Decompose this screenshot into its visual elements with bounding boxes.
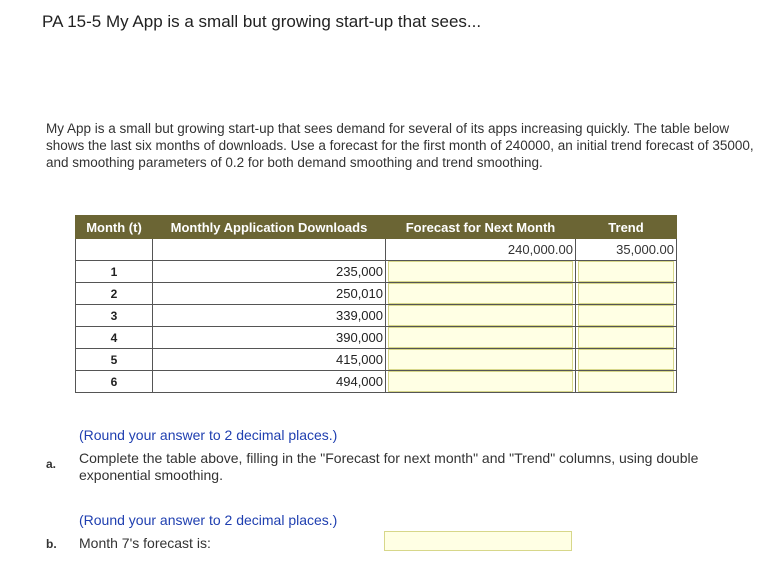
- header-downloads: Monthly Application Downloads: [153, 216, 386, 239]
- trend-input-month-2[interactable]: [578, 283, 674, 304]
- forecast-input-cell: [386, 349, 576, 371]
- forecast-input-cell: [386, 305, 576, 327]
- forecast-table: [75, 215, 677, 393]
- page-title: PA 15-5 My App is a small but growing start-up that sees...: [42, 12, 482, 31]
- cell-downloads: 235,000: [153, 261, 386, 283]
- trend-input-month-3[interactable]: [578, 305, 674, 326]
- cell-downloads: 339,000: [153, 305, 386, 327]
- initial-forecast: 240,000.00: [386, 239, 576, 261]
- question-b-hint: (Round your answer to 2 decimal places.): [79, 512, 338, 528]
- header-forecast: Forecast for Next Month: [386, 216, 576, 239]
- trend-input-month-6[interactable]: [578, 371, 674, 392]
- trend-input-cell: [576, 349, 677, 371]
- table-row-initial: [76, 239, 677, 261]
- cell-downloads: 390,000: [153, 327, 386, 349]
- cell-downloads-empty: [153, 239, 386, 261]
- cell-month: 2: [76, 283, 153, 305]
- forecast-input-month-5[interactable]: [388, 349, 573, 370]
- cell-downloads: 494,000: [153, 371, 386, 393]
- table-row: [76, 283, 677, 305]
- table-row: [76, 349, 677, 371]
- table-row: [76, 305, 677, 327]
- cell-month: 1: [76, 261, 153, 283]
- trend-input-month-1[interactable]: [578, 261, 674, 282]
- trend-input-cell: [576, 283, 677, 305]
- forecast-input-month-3[interactable]: [388, 305, 573, 326]
- question-a-hint: (Round your answer to 2 decimal places.): [79, 427, 338, 443]
- cell-month: 6: [76, 371, 153, 393]
- cell-month: 3: [76, 305, 153, 327]
- initial-trend: 35,000.00: [576, 239, 677, 261]
- trend-input-cell: [576, 305, 677, 327]
- forecast-input-cell: [386, 371, 576, 393]
- table-row: [76, 371, 677, 393]
- trend-input-cell: [576, 261, 677, 283]
- cell-month: 4: [76, 327, 153, 349]
- header-month: Month (t): [76, 216, 153, 239]
- question-b-letter: b.: [46, 537, 57, 551]
- trend-input-cell: [576, 371, 677, 393]
- table-row: [76, 261, 677, 283]
- header-trend: Trend: [576, 216, 677, 239]
- forecast-input-cell: [386, 261, 576, 283]
- table-row: [76, 327, 677, 349]
- problem-description: My App is a small but growing start-up that sees demand for several of its apps increasing quickly. The table below shows the last six months of downloads. Use a forecast for the first month of 240000, an initial trend forecast of 35000, and smoothing parameters of 0.2 for both demand smoothing and trend smoothing.: [46, 121, 754, 170]
- forecast-input-month-1[interactable]: [388, 261, 573, 282]
- cell-month: 5: [76, 349, 153, 371]
- table-header-row: [76, 216, 677, 239]
- forecast-input-month-2[interactable]: [388, 283, 573, 304]
- forecast-input-cell: [386, 283, 576, 305]
- forecast-input-month-4[interactable]: [388, 327, 573, 348]
- forecast-input-cell: [386, 327, 576, 349]
- cell-downloads: 250,010: [153, 283, 386, 305]
- trend-input-month-4[interactable]: [578, 327, 674, 348]
- month-7-forecast-input[interactable]: [384, 531, 572, 551]
- cell-downloads: 415,000: [153, 349, 386, 371]
- cell-month-empty: [76, 239, 153, 261]
- question-a-text: Complete the table above, filling in the "Forecast for next month" and "Trend" columns, using double exponential smoothing.: [79, 450, 699, 483]
- trend-input-cell: [576, 327, 677, 349]
- trend-input-month-5[interactable]: [578, 349, 674, 370]
- forecast-input-month-6[interactable]: [388, 371, 573, 392]
- question-a-letter: a.: [46, 457, 57, 471]
- question-b-text: Month 7's forecast is:: [79, 535, 211, 551]
